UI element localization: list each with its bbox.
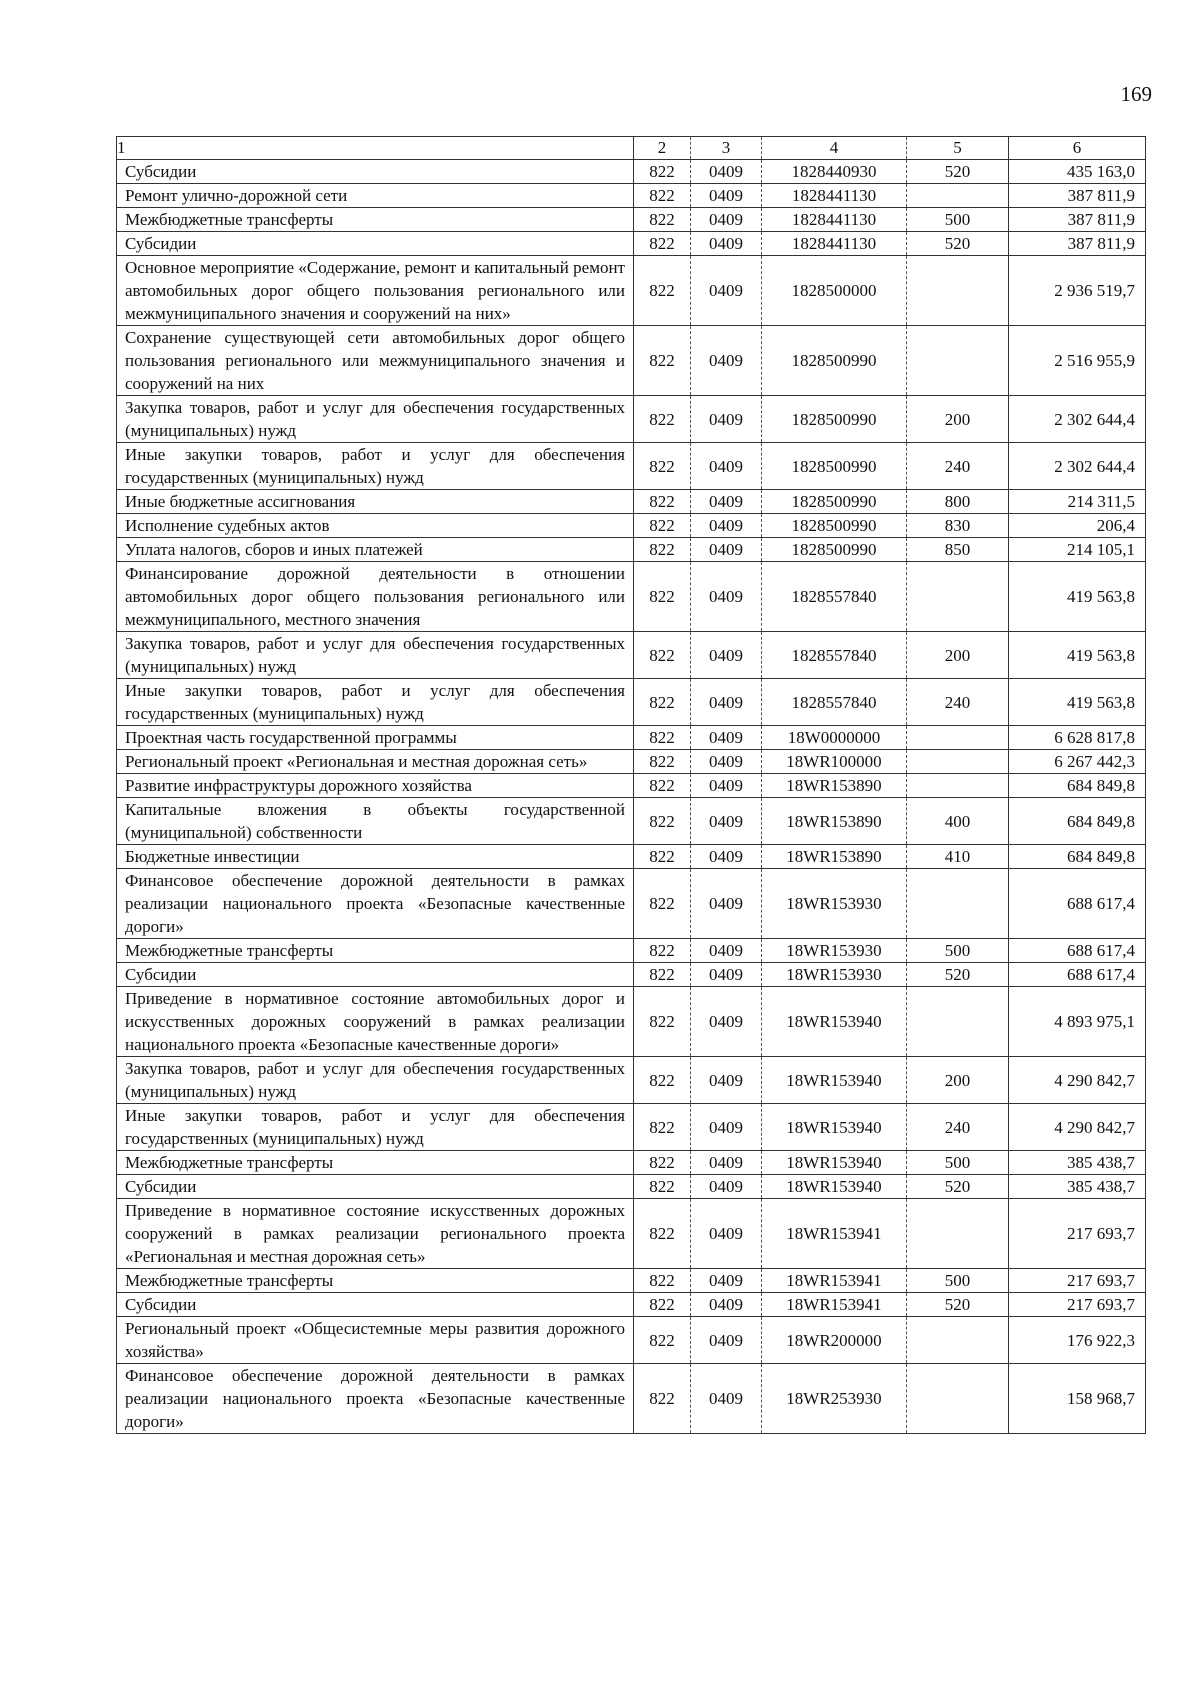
- row-expense-type-cell: [907, 726, 1009, 750]
- row-amount-cell: 6 267 442,3: [1009, 750, 1146, 774]
- table-row: [117, 939, 1146, 963]
- row-name-cell: Региональный проект «Региональная и местная дорожная сеть»: [117, 750, 634, 774]
- row-target-code-cell: 1828500990: [762, 514, 907, 538]
- table-row: [117, 987, 1146, 1057]
- table-row: [117, 184, 1146, 208]
- row-section-code-cell: 0409: [691, 396, 762, 443]
- table-row: [117, 679, 1146, 726]
- row-admin-code-cell: 822: [634, 538, 691, 562]
- row-expense-type-cell: 240: [907, 1104, 1009, 1151]
- row-name-cell: Проектная часть государственной программы: [117, 726, 634, 750]
- row-expense-type-cell: 410: [907, 845, 1009, 869]
- row-section-code-cell: 0409: [691, 845, 762, 869]
- row-name-cell: Развитие инфраструктуры дорожного хозяйства: [117, 774, 634, 798]
- table-row: [117, 1151, 1146, 1175]
- table-row: [117, 514, 1146, 538]
- row-target-code-cell: 18WR153941: [762, 1269, 907, 1293]
- row-expense-type-cell: [907, 326, 1009, 396]
- row-name-cell: Приведение в нормативное состояние автомобильных дорог и искусственных дорожных сооружений в рамках реализации национального проекта «Безопасные качественные дороги»: [117, 987, 634, 1057]
- table-row: [117, 1364, 1146, 1434]
- table-row: [117, 326, 1146, 396]
- row-expense-type-cell: [907, 256, 1009, 326]
- row-amount-cell: 419 563,8: [1009, 679, 1146, 726]
- row-expense-type-cell: [907, 1199, 1009, 1269]
- table-row: [117, 443, 1146, 490]
- row-target-code-cell: 1828500990: [762, 443, 907, 490]
- row-admin-code-cell: 822: [634, 679, 691, 726]
- row-admin-code-cell: 822: [634, 1104, 691, 1151]
- row-target-code-cell: 18WR153930: [762, 869, 907, 939]
- row-admin-code-cell: 822: [634, 774, 691, 798]
- row-admin-code-cell: 822: [634, 939, 691, 963]
- row-admin-code-cell: 822: [634, 232, 691, 256]
- header-col-4: 4: [762, 137, 907, 160]
- row-admin-code-cell: 822: [634, 396, 691, 443]
- row-section-code-cell: 0409: [691, 1175, 762, 1199]
- header-col-3: 3: [691, 137, 762, 160]
- table-row: [117, 1175, 1146, 1199]
- header-col-6: 6: [1009, 137, 1146, 160]
- row-target-code-cell: 18WR153890: [762, 774, 907, 798]
- row-section-code-cell: 0409: [691, 963, 762, 987]
- table-row: [117, 1199, 1146, 1269]
- row-name-cell: Межбюджетные трансферты: [117, 1269, 634, 1293]
- row-section-code-cell: 0409: [691, 939, 762, 963]
- row-admin-code-cell: 822: [634, 514, 691, 538]
- row-name-cell: Региональный проект «Общесистемные меры развития дорожного хозяйства»: [117, 1317, 634, 1364]
- row-section-code-cell: 0409: [691, 538, 762, 562]
- row-target-code-cell: 18WR253930: [762, 1364, 907, 1434]
- row-amount-cell: 419 563,8: [1009, 632, 1146, 679]
- row-section-code-cell: 0409: [691, 184, 762, 208]
- table-row: [117, 963, 1146, 987]
- row-section-code-cell: 0409: [691, 256, 762, 326]
- row-section-code-cell: 0409: [691, 774, 762, 798]
- table-row: [117, 538, 1146, 562]
- row-expense-type-cell: 500: [907, 1151, 1009, 1175]
- row-amount-cell: 2 302 644,4: [1009, 396, 1146, 443]
- row-name-cell: Субсидии: [117, 232, 634, 256]
- row-name-cell: Закупка товаров, работ и услуг для обеспечения государственных (муниципальных) нужд: [117, 396, 634, 443]
- row-admin-code-cell: 822: [634, 1199, 691, 1269]
- row-target-code-cell: 1828500990: [762, 396, 907, 443]
- row-amount-cell: 387 811,9: [1009, 184, 1146, 208]
- row-admin-code-cell: 822: [634, 1151, 691, 1175]
- row-section-code-cell: 0409: [691, 726, 762, 750]
- row-expense-type-cell: [907, 987, 1009, 1057]
- row-amount-cell: 684 849,8: [1009, 798, 1146, 845]
- row-name-cell: Иные закупки товаров, работ и услуг для обеспечения государственных (муниципальных) нужд: [117, 679, 634, 726]
- row-expense-type-cell: 800: [907, 490, 1009, 514]
- table-row: [117, 396, 1146, 443]
- row-expense-type-cell: 200: [907, 1057, 1009, 1104]
- table-row: [117, 869, 1146, 939]
- row-name-cell: Финансовое обеспечение дорожной деятельности в рамках реализации национального проекта «Безопасные качественные дороги»: [117, 1364, 634, 1434]
- row-target-code-cell: 1828500990: [762, 538, 907, 562]
- row-target-code-cell: 1828557840: [762, 679, 907, 726]
- row-expense-type-cell: [907, 869, 1009, 939]
- row-amount-cell: 2 516 955,9: [1009, 326, 1146, 396]
- table-row: [117, 160, 1146, 184]
- row-admin-code-cell: 822: [634, 184, 691, 208]
- table-row: [117, 726, 1146, 750]
- row-name-cell: Иные закупки товаров, работ и услуг для обеспечения государственных (муниципальных) нужд: [117, 443, 634, 490]
- table-header-row: [117, 137, 1146, 160]
- row-target-code-cell: 18WR153941: [762, 1199, 907, 1269]
- row-section-code-cell: 0409: [691, 232, 762, 256]
- row-amount-cell: 2 936 519,7: [1009, 256, 1146, 326]
- table-row: [117, 845, 1146, 869]
- row-target-code-cell: 18WR153941: [762, 1293, 907, 1317]
- row-expense-type-cell: 200: [907, 396, 1009, 443]
- table-row: [117, 490, 1146, 514]
- row-admin-code-cell: 822: [634, 750, 691, 774]
- table-row: [117, 1057, 1146, 1104]
- row-amount-cell: 684 849,8: [1009, 845, 1146, 869]
- row-admin-code-cell: 822: [634, 256, 691, 326]
- header-col-1: 1: [117, 137, 634, 160]
- row-section-code-cell: 0409: [691, 798, 762, 845]
- row-target-code-cell: 18WR153940: [762, 987, 907, 1057]
- row-target-code-cell: 18WR153940: [762, 1151, 907, 1175]
- row-amount-cell: 385 438,7: [1009, 1151, 1146, 1175]
- row-name-cell: Уплата налогов, сборов и иных платежей: [117, 538, 634, 562]
- row-amount-cell: 684 849,8: [1009, 774, 1146, 798]
- row-amount-cell: 217 693,7: [1009, 1293, 1146, 1317]
- row-target-code-cell: 18WR153940: [762, 1057, 907, 1104]
- row-amount-cell: 217 693,7: [1009, 1199, 1146, 1269]
- row-amount-cell: 688 617,4: [1009, 963, 1146, 987]
- row-expense-type-cell: [907, 1364, 1009, 1434]
- row-name-cell: Межбюджетные трансферты: [117, 1151, 634, 1175]
- table-row: [117, 798, 1146, 845]
- row-amount-cell: 688 617,4: [1009, 869, 1146, 939]
- row-target-code-cell: 18WR153890: [762, 845, 907, 869]
- row-expense-type-cell: [907, 184, 1009, 208]
- row-amount-cell: 176 922,3: [1009, 1317, 1146, 1364]
- row-name-cell: Закупка товаров, работ и услуг для обеспечения государственных (муниципальных) нужд: [117, 1057, 634, 1104]
- row-admin-code-cell: 822: [634, 326, 691, 396]
- row-admin-code-cell: 822: [634, 987, 691, 1057]
- row-target-code-cell: 1828441130: [762, 232, 907, 256]
- row-name-cell: Бюджетные инвестиции: [117, 845, 634, 869]
- row-target-code-cell: 1828500000: [762, 256, 907, 326]
- row-admin-code-cell: 822: [634, 1364, 691, 1434]
- row-target-code-cell: 1828500990: [762, 326, 907, 396]
- row-amount-cell: 6 628 817,8: [1009, 726, 1146, 750]
- row-name-cell: Приведение в нормативное состояние искусственных дорожных сооружений в рамках реализации регионального проекта «Региональная и местная дорожная сеть»: [117, 1199, 634, 1269]
- row-admin-code-cell: 822: [634, 208, 691, 232]
- header-col-5: 5: [907, 137, 1009, 160]
- row-name-cell: Иные закупки товаров, работ и услуг для обеспечения государственных (муниципальных) нужд: [117, 1104, 634, 1151]
- page-number: 169: [1120, 82, 1152, 106]
- row-expense-type-cell: 500: [907, 208, 1009, 232]
- row-section-code-cell: 0409: [691, 443, 762, 490]
- row-expense-type-cell: 200: [907, 632, 1009, 679]
- row-name-cell: Закупка товаров, работ и услуг для обеспечения государственных (муниципальных) нужд: [117, 632, 634, 679]
- row-target-code-cell: 1828500990: [762, 490, 907, 514]
- row-expense-type-cell: 520: [907, 160, 1009, 184]
- row-name-cell: Исполнение судебных актов: [117, 514, 634, 538]
- row-amount-cell: 385 438,7: [1009, 1175, 1146, 1199]
- row-expense-type-cell: [907, 562, 1009, 632]
- row-name-cell: Межбюджетные трансферты: [117, 939, 634, 963]
- row-amount-cell: 688 617,4: [1009, 939, 1146, 963]
- row-name-cell: Основное мероприятие «Содержание, ремонт и капитальный ремонт автомобильных дорог общего пользования регионального или межмуниципального значения и сооружений на них»: [117, 256, 634, 326]
- header-col-2: 2: [634, 137, 691, 160]
- row-admin-code-cell: 822: [634, 845, 691, 869]
- row-target-code-cell: 1828441130: [762, 184, 907, 208]
- row-expense-type-cell: 520: [907, 963, 1009, 987]
- row-expense-type-cell: 400: [907, 798, 1009, 845]
- row-name-cell: Сохранение существующей сети автомобильных дорог общего пользования регионального или межмуниципального значения и сооружений на них: [117, 326, 634, 396]
- row-target-code-cell: 18W0000000: [762, 726, 907, 750]
- row-section-code-cell: 0409: [691, 750, 762, 774]
- table-row: [117, 1269, 1146, 1293]
- row-name-cell: Финансовое обеспечение дорожной деятельности в рамках реализации национального проекта «Безопасные качественные дороги»: [117, 869, 634, 939]
- row-expense-type-cell: 830: [907, 514, 1009, 538]
- row-expense-type-cell: [907, 774, 1009, 798]
- row-amount-cell: 419 563,8: [1009, 562, 1146, 632]
- row-name-cell: Субсидии: [117, 160, 634, 184]
- row-name-cell: Ремонт улично-дорожной сети: [117, 184, 634, 208]
- row-target-code-cell: 18WR153890: [762, 798, 907, 845]
- row-admin-code-cell: 822: [634, 490, 691, 514]
- row-section-code-cell: 0409: [691, 1104, 762, 1151]
- row-expense-type-cell: [907, 1317, 1009, 1364]
- row-admin-code-cell: 822: [634, 443, 691, 490]
- row-amount-cell: 214 105,1: [1009, 538, 1146, 562]
- row-name-cell: Субсидии: [117, 1293, 634, 1317]
- row-expense-type-cell: 240: [907, 679, 1009, 726]
- row-section-code-cell: 0409: [691, 679, 762, 726]
- row-section-code-cell: 0409: [691, 869, 762, 939]
- row-section-code-cell: 0409: [691, 1364, 762, 1434]
- row-expense-type-cell: 520: [907, 1175, 1009, 1199]
- row-target-code-cell: 18WR100000: [762, 750, 907, 774]
- row-section-code-cell: 0409: [691, 987, 762, 1057]
- row-amount-cell: 4 893 975,1: [1009, 987, 1146, 1057]
- row-section-code-cell: 0409: [691, 208, 762, 232]
- row-admin-code-cell: 822: [634, 1175, 691, 1199]
- row-expense-type-cell: 850: [907, 538, 1009, 562]
- row-name-cell: Межбюджетные трансферты: [117, 208, 634, 232]
- row-section-code-cell: 0409: [691, 514, 762, 538]
- row-admin-code-cell: 822: [634, 1293, 691, 1317]
- row-admin-code-cell: 822: [634, 798, 691, 845]
- table-row: [117, 1317, 1146, 1364]
- row-section-code-cell: 0409: [691, 1057, 762, 1104]
- row-name-cell: Субсидии: [117, 1175, 634, 1199]
- row-expense-type-cell: 500: [907, 1269, 1009, 1293]
- row-target-code-cell: 1828440930: [762, 160, 907, 184]
- row-section-code-cell: 0409: [691, 632, 762, 679]
- row-expense-type-cell: [907, 750, 1009, 774]
- row-amount-cell: 217 693,7: [1009, 1269, 1146, 1293]
- row-target-code-cell: 1828441130: [762, 208, 907, 232]
- row-amount-cell: 158 968,7: [1009, 1364, 1146, 1434]
- row-name-cell: Иные бюджетные ассигнования: [117, 490, 634, 514]
- row-name-cell: Финансирование дорожной деятельности в отношении автомобильных дорог общего пользования регионального или межмуниципального, местного значения: [117, 562, 634, 632]
- row-section-code-cell: 0409: [691, 160, 762, 184]
- row-admin-code-cell: 822: [634, 869, 691, 939]
- row-admin-code-cell: 822: [634, 726, 691, 750]
- row-amount-cell: 2 302 644,4: [1009, 443, 1146, 490]
- row-target-code-cell: 18WR200000: [762, 1317, 907, 1364]
- row-section-code-cell: 0409: [691, 1269, 762, 1293]
- row-expense-type-cell: 500: [907, 939, 1009, 963]
- row-amount-cell: 206,4: [1009, 514, 1146, 538]
- row-admin-code-cell: 822: [634, 1057, 691, 1104]
- row-section-code-cell: 0409: [691, 1199, 762, 1269]
- row-target-code-cell: 18WR153930: [762, 963, 907, 987]
- row-amount-cell: 387 811,9: [1009, 232, 1146, 256]
- row-target-code-cell: 1828557840: [762, 632, 907, 679]
- row-amount-cell: 4 290 842,7: [1009, 1057, 1146, 1104]
- row-section-code-cell: 0409: [691, 490, 762, 514]
- row-section-code-cell: 0409: [691, 1293, 762, 1317]
- budget-table: [116, 136, 1146, 1434]
- row-expense-type-cell: 520: [907, 1293, 1009, 1317]
- row-target-code-cell: 1828557840: [762, 562, 907, 632]
- table-row: [117, 1104, 1146, 1151]
- row-name-cell: Субсидии: [117, 963, 634, 987]
- table-row: [117, 1293, 1146, 1317]
- row-admin-code-cell: 822: [634, 632, 691, 679]
- row-expense-type-cell: 520: [907, 232, 1009, 256]
- row-section-code-cell: 0409: [691, 1151, 762, 1175]
- row-amount-cell: 4 290 842,7: [1009, 1104, 1146, 1151]
- table-row: [117, 774, 1146, 798]
- row-admin-code-cell: 822: [634, 160, 691, 184]
- row-target-code-cell: 18WR153940: [762, 1104, 907, 1151]
- table-row: [117, 256, 1146, 326]
- row-admin-code-cell: 822: [634, 1317, 691, 1364]
- table-row: [117, 750, 1146, 774]
- row-admin-code-cell: 822: [634, 562, 691, 632]
- row-section-code-cell: 0409: [691, 1317, 762, 1364]
- row-amount-cell: 214 311,5: [1009, 490, 1146, 514]
- row-target-code-cell: 18WR153930: [762, 939, 907, 963]
- row-admin-code-cell: 822: [634, 963, 691, 987]
- row-admin-code-cell: 822: [634, 1269, 691, 1293]
- row-amount-cell: 387 811,9: [1009, 208, 1146, 232]
- row-name-cell: Капитальные вложения в объекты государственной (муниципальной) собственности: [117, 798, 634, 845]
- table-row: [117, 632, 1146, 679]
- row-target-code-cell: 18WR153940: [762, 1175, 907, 1199]
- row-expense-type-cell: 240: [907, 443, 1009, 490]
- table-row: [117, 208, 1146, 232]
- row-amount-cell: 435 163,0: [1009, 160, 1146, 184]
- row-section-code-cell: 0409: [691, 562, 762, 632]
- table-row: [117, 232, 1146, 256]
- row-section-code-cell: 0409: [691, 326, 762, 396]
- table-row: [117, 562, 1146, 632]
